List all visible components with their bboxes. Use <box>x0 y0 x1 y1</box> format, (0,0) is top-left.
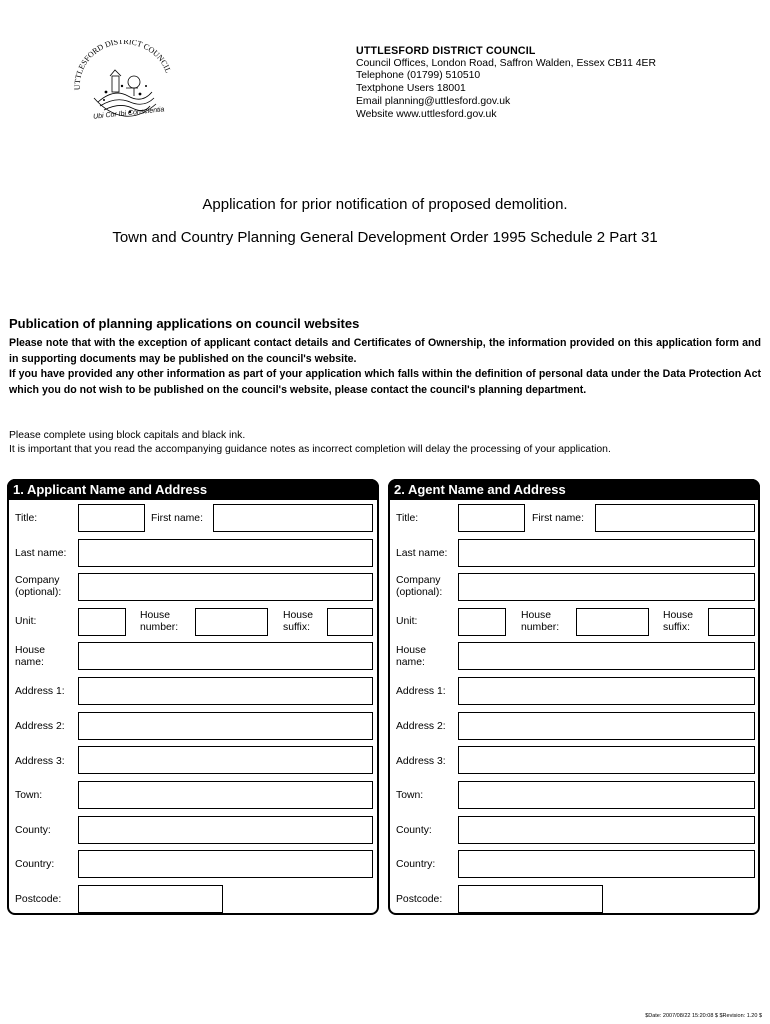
agent-title-field[interactable] <box>458 504 525 532</box>
publication-heading: Publication of planning applications on council websites <box>9 316 360 331</box>
agent-county-label: County: <box>396 825 432 836</box>
applicant-section <box>7 479 379 915</box>
revision-footer: $Date: 2007/08/22 15:20:08 $ $Revision: 1.20 $ <box>645 1013 762 1019</box>
applicant-first-name-field[interactable] <box>213 504 373 532</box>
agent-address1-field[interactable] <box>458 677 755 705</box>
applicant-first-name-label: First name: <box>151 513 203 524</box>
agent-title-label: Title: <box>396 513 419 524</box>
applicant-title-field[interactable] <box>78 504 145 532</box>
agent-town-label: Town: <box>396 790 424 801</box>
agent-house-suffix-label-line-2: suffix: <box>663 622 690 633</box>
agent-last-name-label: Last name: <box>396 548 448 559</box>
agent-house-suffix-field[interactable] <box>708 608 755 636</box>
agent-house-number-label-line-2: number: <box>521 622 560 633</box>
applicant-company-label-line-2: (optional): <box>15 587 62 598</box>
council-email: Email planning@uttlesford.gov.uk <box>356 95 511 107</box>
agent-address3-label: Address 3: <box>396 756 446 767</box>
applicant-section-heading: 1. Applicant Name and Address <box>7 479 379 500</box>
applicant-country-field[interactable] <box>78 850 373 878</box>
council-name: UTTLESFORD DISTRICT COUNCIL <box>356 45 536 57</box>
agent-section <box>388 479 760 915</box>
agent-country-label: Country: <box>396 859 436 870</box>
applicant-address1-label: Address 1: <box>15 686 65 697</box>
agent-town-field[interactable] <box>458 781 755 809</box>
applicant-title-label: Title: <box>15 513 38 524</box>
applicant-house-name-field[interactable] <box>78 642 373 670</box>
applicant-house-name-label <box>15 645 45 669</box>
agent-house-suffix-label-line-1: House <box>663 610 694 621</box>
applicant-house-suffix-label-line-2: suffix: <box>283 622 310 633</box>
instructions <box>9 429 611 457</box>
publication-notice <box>9 336 761 398</box>
council-textphone: Textphone Users 18001 <box>356 83 466 95</box>
agent-address2-field[interactable] <box>458 712 755 740</box>
agent-unit-field[interactable] <box>458 608 506 636</box>
agent-postcode-field[interactable] <box>458 885 603 913</box>
applicant-house-suffix-field[interactable] <box>327 608 373 636</box>
agent-address1-label: Address 1: <box>396 686 446 697</box>
applicant-address3-field[interactable] <box>78 746 373 774</box>
agent-address2-label: Address 2: <box>396 721 446 732</box>
agent-first-name-field[interactable] <box>595 504 755 532</box>
agent-unit-label: Unit: <box>396 616 418 627</box>
applicant-house-number-label <box>140 610 178 634</box>
agent-house-number-field[interactable] <box>576 608 649 636</box>
applicant-house-number-field[interactable] <box>195 608 268 636</box>
applicant-postcode-field[interactable] <box>78 885 223 913</box>
agent-house-name-label <box>396 645 426 669</box>
agent-house-name-label-line-2: name: <box>396 657 425 668</box>
applicant-unit-label: Unit: <box>15 616 37 627</box>
agent-company-label-line-2: (optional): <box>396 587 443 598</box>
agent-house-name-field[interactable] <box>458 642 755 670</box>
logo-text: UTTLESFORD DISTRICT COUNCIL <box>72 40 173 91</box>
applicant-postcode-label: Postcode: <box>15 894 62 905</box>
council-logo <box>64 40 180 132</box>
applicant-last-name-field[interactable] <box>78 539 373 567</box>
instruction-line-1: Please complete using block capitals and black ink. <box>9 430 246 441</box>
applicant-company-label <box>15 575 61 599</box>
agent-company-label <box>396 575 442 599</box>
svg-text:UTTLESFORD DISTRICT COUNCIL <box>73 40 173 90</box>
agent-house-number-label-line-1: House <box>521 610 552 621</box>
form-subtitle: Town and Country Planning General Development Order 1995 Schedule 2 Part 31 <box>112 229 658 246</box>
agent-company-label-line-1: Company <box>396 575 441 586</box>
council-address: Council Offices, London Road, Saffron Walden, Essex CB11 4ER <box>356 57 656 69</box>
applicant-county-field[interactable] <box>78 816 373 844</box>
council-telephone: Telephone (01799) 510510 <box>356 70 481 82</box>
applicant-address2-label: Address 2: <box>15 721 65 732</box>
agent-section-heading: 2. Agent Name and Address <box>388 479 760 500</box>
applicant-address1-field[interactable] <box>78 677 373 705</box>
applicant-company-field[interactable] <box>78 573 373 601</box>
applicant-town-label: Town: <box>15 790 43 801</box>
applicant-country-label: Country: <box>15 859 55 870</box>
agent-house-number-label <box>521 610 559 634</box>
council-website: Website www.uttlesford.gov.uk <box>356 108 497 120</box>
agent-house-suffix-label <box>663 610 693 634</box>
agent-company-field[interactable] <box>458 573 755 601</box>
agent-county-field[interactable] <box>458 816 755 844</box>
applicant-address3-label: Address 3: <box>15 756 65 767</box>
publication-para-1: Please note that with the exception of applicant contact details and Certificates of Ownership, the information provided on this application form and in supporting documents may be published on the council's website. <box>9 337 761 365</box>
instruction-line-2: It is important that you read the accompanying guidance notes as incorrect completion will delay the processing of your application. <box>9 444 611 455</box>
agent-country-field[interactable] <box>458 850 755 878</box>
applicant-house-suffix-label-line-1: House <box>283 610 314 621</box>
agent-address3-field[interactable] <box>458 746 755 774</box>
publication-para-2: If you have provided any other information as part of your application which falls within the definition of personal data under the Data Protection Act which you do not wish to be published on the council's website, please contact the council's planning department. <box>9 368 761 396</box>
applicant-house-number-label-line-2: number: <box>140 622 179 633</box>
applicant-house-name-label-line-1: House <box>15 645 46 656</box>
council-header <box>356 45 656 121</box>
agent-postcode-label: Postcode: <box>396 894 443 905</box>
applicant-town-field[interactable] <box>78 781 373 809</box>
applicant-house-suffix-label <box>283 610 313 634</box>
applicant-house-number-label-line-1: House <box>140 610 171 621</box>
agent-first-name-label: First name: <box>532 513 584 524</box>
form-title: Application for prior notification of proposed demolition. <box>202 196 568 213</box>
applicant-unit-field[interactable] <box>78 608 126 636</box>
agent-house-name-label-line-1: House <box>396 645 427 656</box>
applicant-house-name-label-line-2: name: <box>15 657 44 668</box>
applicant-last-name-label: Last name: <box>15 548 67 559</box>
applicant-address2-field[interactable] <box>78 712 373 740</box>
logo-caption: Ubi Cor Ibi Conscientia <box>92 106 165 121</box>
agent-last-name-field[interactable] <box>458 539 755 567</box>
applicant-county-label: County: <box>15 825 51 836</box>
applicant-company-label-line-1: Company <box>15 575 60 586</box>
